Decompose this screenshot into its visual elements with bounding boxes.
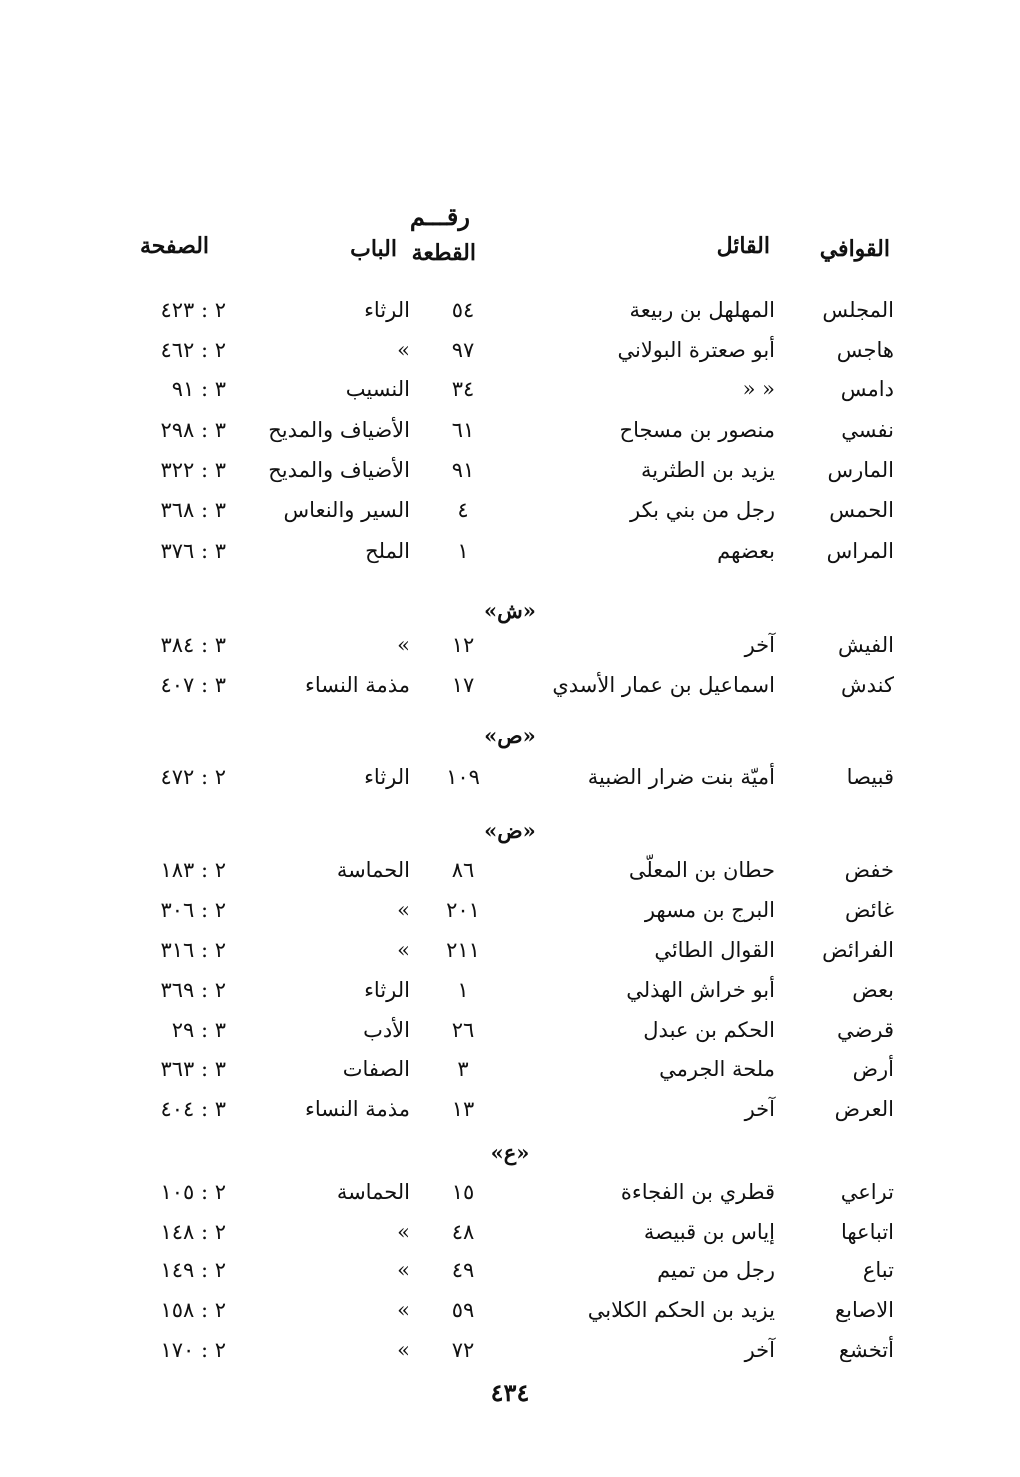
table-row [0, 858, 1020, 898]
table-row [0, 1018, 1020, 1058]
chapter-cell: » [397, 338, 410, 362]
page-ref-cell: ٣ : ٢٩٨ [160, 418, 226, 442]
poet-cell: البرج بن مسهر [644, 898, 775, 922]
table-row [0, 1338, 1020, 1378]
page-ref-cell: ٢ : ١٨٣ [160, 858, 226, 882]
page-ref-cell: ٣ : ٣٦٨ [160, 498, 226, 522]
rhyme-cell: كندش [841, 673, 894, 697]
page-ref-cell: ٢ : ١٤٨ [160, 1220, 226, 1244]
piece-number-cell: ٣٤ [451, 377, 475, 401]
rhyme-cell: قبيصا [846, 765, 894, 789]
poet-cell: حطان بن المعلّى [628, 858, 775, 882]
page-ref-cell: ٢ : ١٧٠ [160, 1338, 226, 1362]
table-row [0, 1057, 1020, 1097]
chapter-cell: الأضياف والمديح [268, 458, 410, 482]
page-ref-cell: ٢ : ١٠٥ [160, 1180, 226, 1204]
chapter-cell: السير والنعاس [283, 498, 410, 522]
rhyme-cell: غائض [845, 898, 894, 922]
poet-cell: المهلهل بن ربيعة [629, 298, 775, 322]
rhyme-cell: تراعي [840, 1180, 894, 1204]
rhyme-cell: أتخشع [838, 1338, 894, 1362]
rhyme-cell: بعض [852, 978, 894, 1002]
piece-number-cell: ١ [457, 978, 469, 1002]
page-ref-cell: ٢ : ١٥٨ [160, 1298, 226, 1322]
piece-number-cell: ٤٨ [451, 1220, 475, 1244]
piece-number-cell: ٤ [457, 498, 469, 522]
chapter-cell: » [397, 1298, 410, 1322]
poet-cell: « « [742, 377, 775, 401]
page-ref-cell: ٢ : ٤٢٣ [160, 298, 226, 322]
piece-number-cell: ٩٧ [451, 338, 475, 362]
poet-cell: رجل من تميم [657, 1258, 775, 1282]
page-ref-cell: ٣ : ٩١ [171, 377, 226, 401]
section-letter-heading: «ع» [490, 1140, 530, 1165]
rhyme-cell: الفرائض [822, 938, 894, 962]
chapter-cell: الملح [365, 539, 410, 563]
poet-cell: قطري بن الفجاءة [620, 1180, 775, 1204]
table-row [0, 673, 1020, 713]
piece-number-cell: ٢١١ [446, 938, 480, 962]
table-row [0, 938, 1020, 978]
page-ref-cell: ٣ : ٣٦٣ [160, 1057, 226, 1081]
poet-cell: أميّة بنت ضرار الضبية [587, 765, 775, 789]
header-bab: الباب [350, 236, 397, 262]
table-row [0, 377, 1020, 417]
header-qaail: القائل [716, 233, 770, 259]
page-ref-cell: ٣ : ٣٧٦ [160, 539, 226, 563]
chapter-cell: » [397, 1258, 410, 1282]
table-row [0, 1180, 1020, 1220]
poet-cell: آخر [744, 633, 775, 657]
piece-number-cell: ٢٦ [451, 1018, 475, 1042]
header-raqm: رقـــم [409, 202, 470, 231]
chapter-cell: الرثاء [364, 298, 410, 322]
piece-number-cell: ١٧ [451, 673, 475, 697]
table-row [0, 498, 1020, 538]
poet-cell: القوال الطائي [654, 938, 775, 962]
rhyme-cell: نفسي [841, 418, 894, 442]
poet-cell: يزيد بن الحكم الكلابي [587, 1298, 775, 1322]
chapter-cell: النسيب [345, 377, 410, 401]
rhyme-cell: العرض [834, 1097, 894, 1121]
piece-number-cell: ٥٤ [451, 298, 475, 322]
piece-number-cell: ١٢ [451, 633, 475, 657]
piece-number-cell: ١٠٩ [446, 765, 480, 789]
page-ref-cell: ٢ : ٣١٦ [160, 938, 226, 962]
poet-cell: الحكم بن عبدل [643, 1018, 775, 1042]
table-row [0, 539, 1020, 579]
poet-cell: رجل من بني بكر [629, 498, 775, 522]
poet-cell: آخر [744, 1338, 775, 1362]
table-row [0, 898, 1020, 938]
chapter-cell: » [397, 1338, 410, 1362]
rhyme-cell: الفيش [838, 633, 894, 657]
chapter-cell: » [397, 898, 410, 922]
poet-cell: أبو خراش الهذلي [626, 978, 775, 1002]
poet-cell: منصور بن مسجاح [619, 418, 775, 442]
table-row [0, 1220, 1020, 1260]
page-ref-cell: ٢ : ٣٠٦ [160, 898, 226, 922]
poet-cell: ملحة الجرمي [659, 1057, 775, 1081]
table-row [0, 1298, 1020, 1338]
rhyme-cell: الاصابع [834, 1298, 894, 1322]
rhyme-cell: اتباعها [840, 1220, 894, 1244]
table-row [0, 978, 1020, 1018]
piece-number-cell: ٩١ [451, 458, 475, 482]
page-ref-cell: ٢ : ٣٦٩ [160, 978, 226, 1002]
table-row [0, 765, 1020, 805]
page-ref-cell: ٣ : ٤٠٧ [160, 673, 226, 697]
chapter-cell: الصفات [342, 1057, 410, 1081]
rhyme-cell: خفض [844, 858, 894, 882]
page-ref-cell: ٢ : ١٤٩ [160, 1258, 226, 1282]
chapter-cell: الرثاء [364, 765, 410, 789]
section-letter-heading: «ض» [484, 818, 536, 843]
piece-number-cell: ٥٩ [451, 1298, 475, 1322]
rhyme-cell: الحمس [829, 498, 894, 522]
header-qita: القطعة [411, 240, 476, 266]
poet-cell: آخر [744, 1097, 775, 1121]
page-ref-cell: ٣ : ٣٨٤ [160, 633, 226, 657]
piece-number-cell: ٦١ [451, 418, 475, 442]
piece-number-cell: ٣ [457, 1057, 469, 1081]
poet-cell: يزيد بن الطثرية [641, 458, 775, 482]
page-ref-cell: ٢ : ٤٦٢ [160, 338, 226, 362]
rhyme-cell: هاجس [836, 338, 894, 362]
section-letter-heading: «ش» [484, 598, 536, 623]
piece-number-cell: ٢٠١ [446, 898, 480, 922]
table-row [0, 1097, 1020, 1137]
poet-cell: أبو صعترة البولاني [617, 338, 775, 362]
piece-number-cell: ٧٢ [451, 1338, 475, 1362]
chapter-cell: الأضياف والمديح [268, 418, 410, 442]
chapter-cell: الحماسة [336, 1180, 410, 1204]
table-row [0, 418, 1020, 458]
poet-cell: اسماعيل بن عمار الأسدي [552, 673, 775, 697]
rhyme-cell: قرضي [837, 1018, 894, 1042]
rhyme-cell: المراس [826, 539, 894, 563]
chapter-cell: مذمة النساء [304, 1097, 410, 1121]
rhyme-cell: المارس [827, 458, 894, 482]
table-row [0, 633, 1020, 673]
page-ref-cell: ٣ : ٢٩ [171, 1018, 226, 1042]
rhyme-cell: دامس [840, 377, 894, 401]
chapter-cell: » [397, 633, 410, 657]
piece-number-cell: ١٣ [451, 1097, 475, 1121]
poet-cell: إياس بن قبيصة [643, 1220, 775, 1244]
rhyme-cell: تباع [862, 1258, 894, 1282]
rhyme-cell: أرض [852, 1057, 894, 1081]
piece-number-cell: ٤٩ [451, 1258, 475, 1282]
chapter-cell: » [397, 938, 410, 962]
chapter-cell: الرثاء [364, 978, 410, 1002]
table-row [0, 338, 1020, 378]
table-row [0, 1258, 1020, 1298]
piece-number-cell: ١٥ [451, 1180, 475, 1204]
header-qawafi: القوافي [819, 236, 890, 262]
page-ref-cell: ٢ : ٤٧٢ [160, 765, 226, 789]
chapter-cell: » [397, 1220, 410, 1244]
poet-cell: بعضهم [717, 539, 775, 563]
page-ref-cell: ٣ : ٤٠٤ [160, 1097, 226, 1121]
chapter-cell: الحماسة [336, 858, 410, 882]
table-row [0, 458, 1020, 498]
piece-number-cell: ٨٦ [451, 858, 475, 882]
chapter-cell: الأدب [363, 1018, 410, 1042]
page-ref-cell: ٣ : ٣٢٢ [160, 458, 226, 482]
table-row [0, 298, 1020, 338]
page-number: ٤٣٤ [490, 1378, 530, 1407]
section-letter-heading: «ص» [484, 723, 536, 748]
piece-number-cell: ١ [457, 539, 469, 563]
chapter-cell: مذمة النساء [304, 673, 410, 697]
rhyme-cell: المجلس [822, 298, 894, 322]
header-safha: الصفحة [140, 233, 210, 259]
